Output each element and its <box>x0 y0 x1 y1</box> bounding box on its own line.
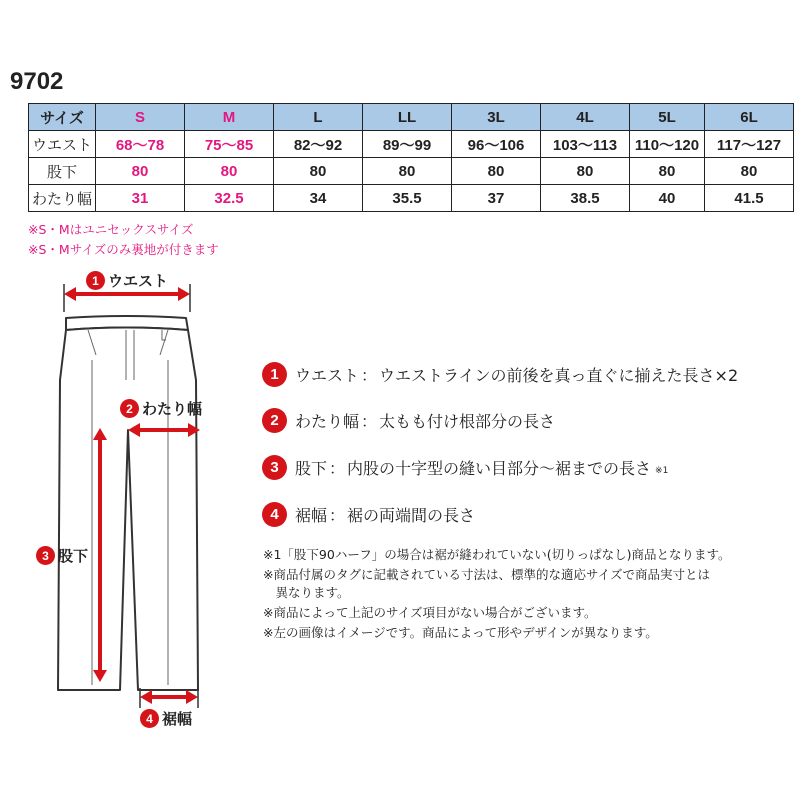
diagram-label-text: わたり幅 <box>142 400 203 418</box>
table-cell: 80 <box>274 158 363 185</box>
legend-term: わたり幅 <box>295 412 360 431</box>
footnote: ※1「股下90ハーフ」の場合は裾が縫われていない(切りっぱなし)商品となります。 <box>263 547 731 562</box>
legend-term: 股下 <box>295 459 328 478</box>
footnote: ※商品によって上記のサイズ項目がない場合がございます。 <box>263 605 597 620</box>
row-label: わたり幅 <box>29 185 96 212</box>
header-cell: サイズ <box>29 104 96 131</box>
table-cell: 40 <box>630 185 705 212</box>
table-cell: 89〜99 <box>363 131 452 158</box>
table-cell: 68〜78 <box>96 131 185 158</box>
footnote-marker: ※1 <box>655 465 669 476</box>
legend-term: ウエスト <box>295 366 360 385</box>
note-unisex: ※S・Mはユニセックスサイズ <box>28 222 194 237</box>
diagram-label-text: 裾幅 <box>162 710 193 728</box>
table-cell: 80 <box>363 158 452 185</box>
table-cell: 117〜127 <box>705 131 794 158</box>
legend-description: 太もも付け根部分の長さ <box>379 412 556 431</box>
model-number: 9702 <box>10 68 64 95</box>
footnote: ※商品付属のタグに記載されている寸法は、標準的な適応サイズで商品実寸とは <box>263 567 710 582</box>
header-cell: M <box>185 104 274 131</box>
legend-term: 裾幅 <box>295 506 328 525</box>
table-cell: 41.5 <box>705 185 794 212</box>
number-badge: 3 <box>262 455 287 480</box>
table-cell: 82〜92 <box>274 131 363 158</box>
table-cell: 80 <box>705 158 794 185</box>
number-badge: 3 <box>36 546 55 565</box>
number-badge: 1 <box>86 271 105 290</box>
note-lining: ※S・Mサイズのみ裏地が付きます <box>28 242 219 257</box>
table-cell: 96〜106 <box>452 131 541 158</box>
header-cell: 4L <box>541 104 630 131</box>
header-cell: 3L <box>452 104 541 131</box>
header-cell: 5L <box>630 104 705 131</box>
table-cell: 31 <box>96 185 185 212</box>
header-cell: LL <box>363 104 452 131</box>
row-label: 股下 <box>29 158 96 185</box>
number-badge: 1 <box>262 362 287 387</box>
row-label: ウエスト <box>29 131 96 158</box>
diagram-label-text: ウエスト <box>108 272 169 290</box>
legend-item-hem <box>262 502 475 527</box>
legend-item-thigh <box>262 408 555 433</box>
header-cell: 6L <box>705 104 794 131</box>
number-badge: 2 <box>120 399 139 418</box>
pants-outline <box>58 328 198 691</box>
legend-item-waist <box>262 362 738 387</box>
table-cell: 75〜85 <box>185 131 274 158</box>
legend-description: 内股の十字型の縫い目部分〜裾までの長さ <box>347 459 652 478</box>
diagram-label-text: 股下 <box>58 547 89 565</box>
number-badge: 4 <box>262 502 287 527</box>
header-cell: S <box>96 104 185 131</box>
legend-separator: ： <box>329 459 346 478</box>
legend-description: 裾の両端間の長さ <box>347 506 476 525</box>
diagram-label-hem <box>140 708 192 729</box>
header-cell: L <box>274 104 363 131</box>
table-cell: 80 <box>96 158 185 185</box>
legend-separator: ： <box>361 412 378 431</box>
table-cell: 80 <box>630 158 705 185</box>
number-badge: 2 <box>262 408 287 433</box>
number-badge: 4 <box>140 709 159 728</box>
table-cell: 37 <box>452 185 541 212</box>
diagram-label-inseam <box>36 545 88 566</box>
diagram-label-thigh <box>120 398 202 419</box>
footnote: ※左の画像はイメージです。商品によって形やデザインが異なります。 <box>263 625 658 640</box>
table-cell: 110〜120 <box>630 131 705 158</box>
table-cell: 34 <box>274 185 363 212</box>
footnote: 異なります。 <box>263 585 350 600</box>
table-cell: 80 <box>185 158 274 185</box>
diagram-label-waist <box>86 270 168 291</box>
table-cell: 80 <box>541 158 630 185</box>
table-cell: 80 <box>452 158 541 185</box>
table-cell: 32.5 <box>185 185 274 212</box>
legend-item-inseam <box>262 455 668 480</box>
legend-separator: ： <box>361 366 378 385</box>
table-cell: 35.5 <box>363 185 452 212</box>
table-cell: 38.5 <box>541 185 630 212</box>
hem-arrow <box>140 690 198 704</box>
table-cell: 103〜113 <box>541 131 630 158</box>
legend-separator: ： <box>329 506 346 525</box>
legend-description: ウエストラインの前後を真っ直ぐに揃えた長さ×2 <box>379 366 739 385</box>
